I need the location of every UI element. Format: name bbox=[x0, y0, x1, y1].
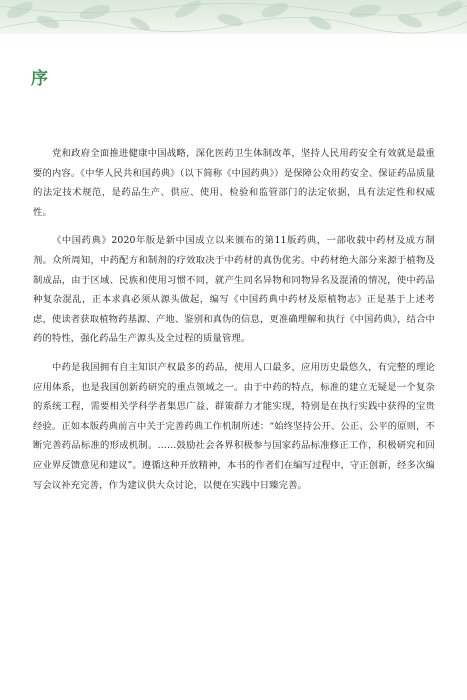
preface-body bbox=[33, 144, 435, 504]
header-decorative-band bbox=[0, 0, 467, 34]
paragraph-3: 中药是我国拥有自主知识产权最多的药品，使用人口最多，应用历史最悠久，有完整的理论应用体系，也是我国创新药研究的重点领域之一。由于中药的特点，标准的建立无疑是一个复杂的系统工程，需要相关学科学者集思广益、群策群力才能实现，特别是在执行实践中获得的宝贵经验。正如本版药典前言中关于完善药典工作机制所述：“始终坚持公开、公正、公平的原则，不断完善药品标准的形成机制。……鼓励社会各界积极参与国家药品标准修正工作，积极研究和回应业界反馈意见和建议”。遵循这种开放精神，本书的作者们在编写过程中，守正创新，经多次编写会议补充完善，作为建议供大众讨论，以便在实践中日臻完善。 bbox=[33, 361, 435, 491]
page-title: 序 bbox=[31, 69, 48, 89]
paragraph-1: 党和政府全面推进健康中国战略，深化医药卫生体制改革，坚持人民用药安全有效就是最重要的内容。《中华人民共和国药典》（以下简称《中国药典》）是保障公众用药安全、保证药品质量的法定技术规范，是药品生产、供应、使用、检验和监管部门的法定依据，具有法定性和权威性。 bbox=[33, 148, 435, 218]
paragraph-2: 《中国药典》2020年版是新中国成立以来颁布的第11版药典，一部收载中药材及成方制剂。众所周知，中药配方和制剂的疗效取决于中药材的真伪优劣。中药材绝大部分来源于植物及制成品，由于区域、民族和使用习惯不同，就产生同名异物和同物异名及混淆的情况，使中药品种复杂混乱，正本求真必须从源头做起，编写《中国药典中药材及原植物志》正是基于上述考虑，使读者获取植物药基源、产地、鉴别和真伪的信息，更准确理解和执行《中国药典》，结合中药的特性，强化药品生产源头及全过程的质量管理。 bbox=[33, 235, 435, 345]
leaf-pattern-icon bbox=[0, 0, 467, 34]
